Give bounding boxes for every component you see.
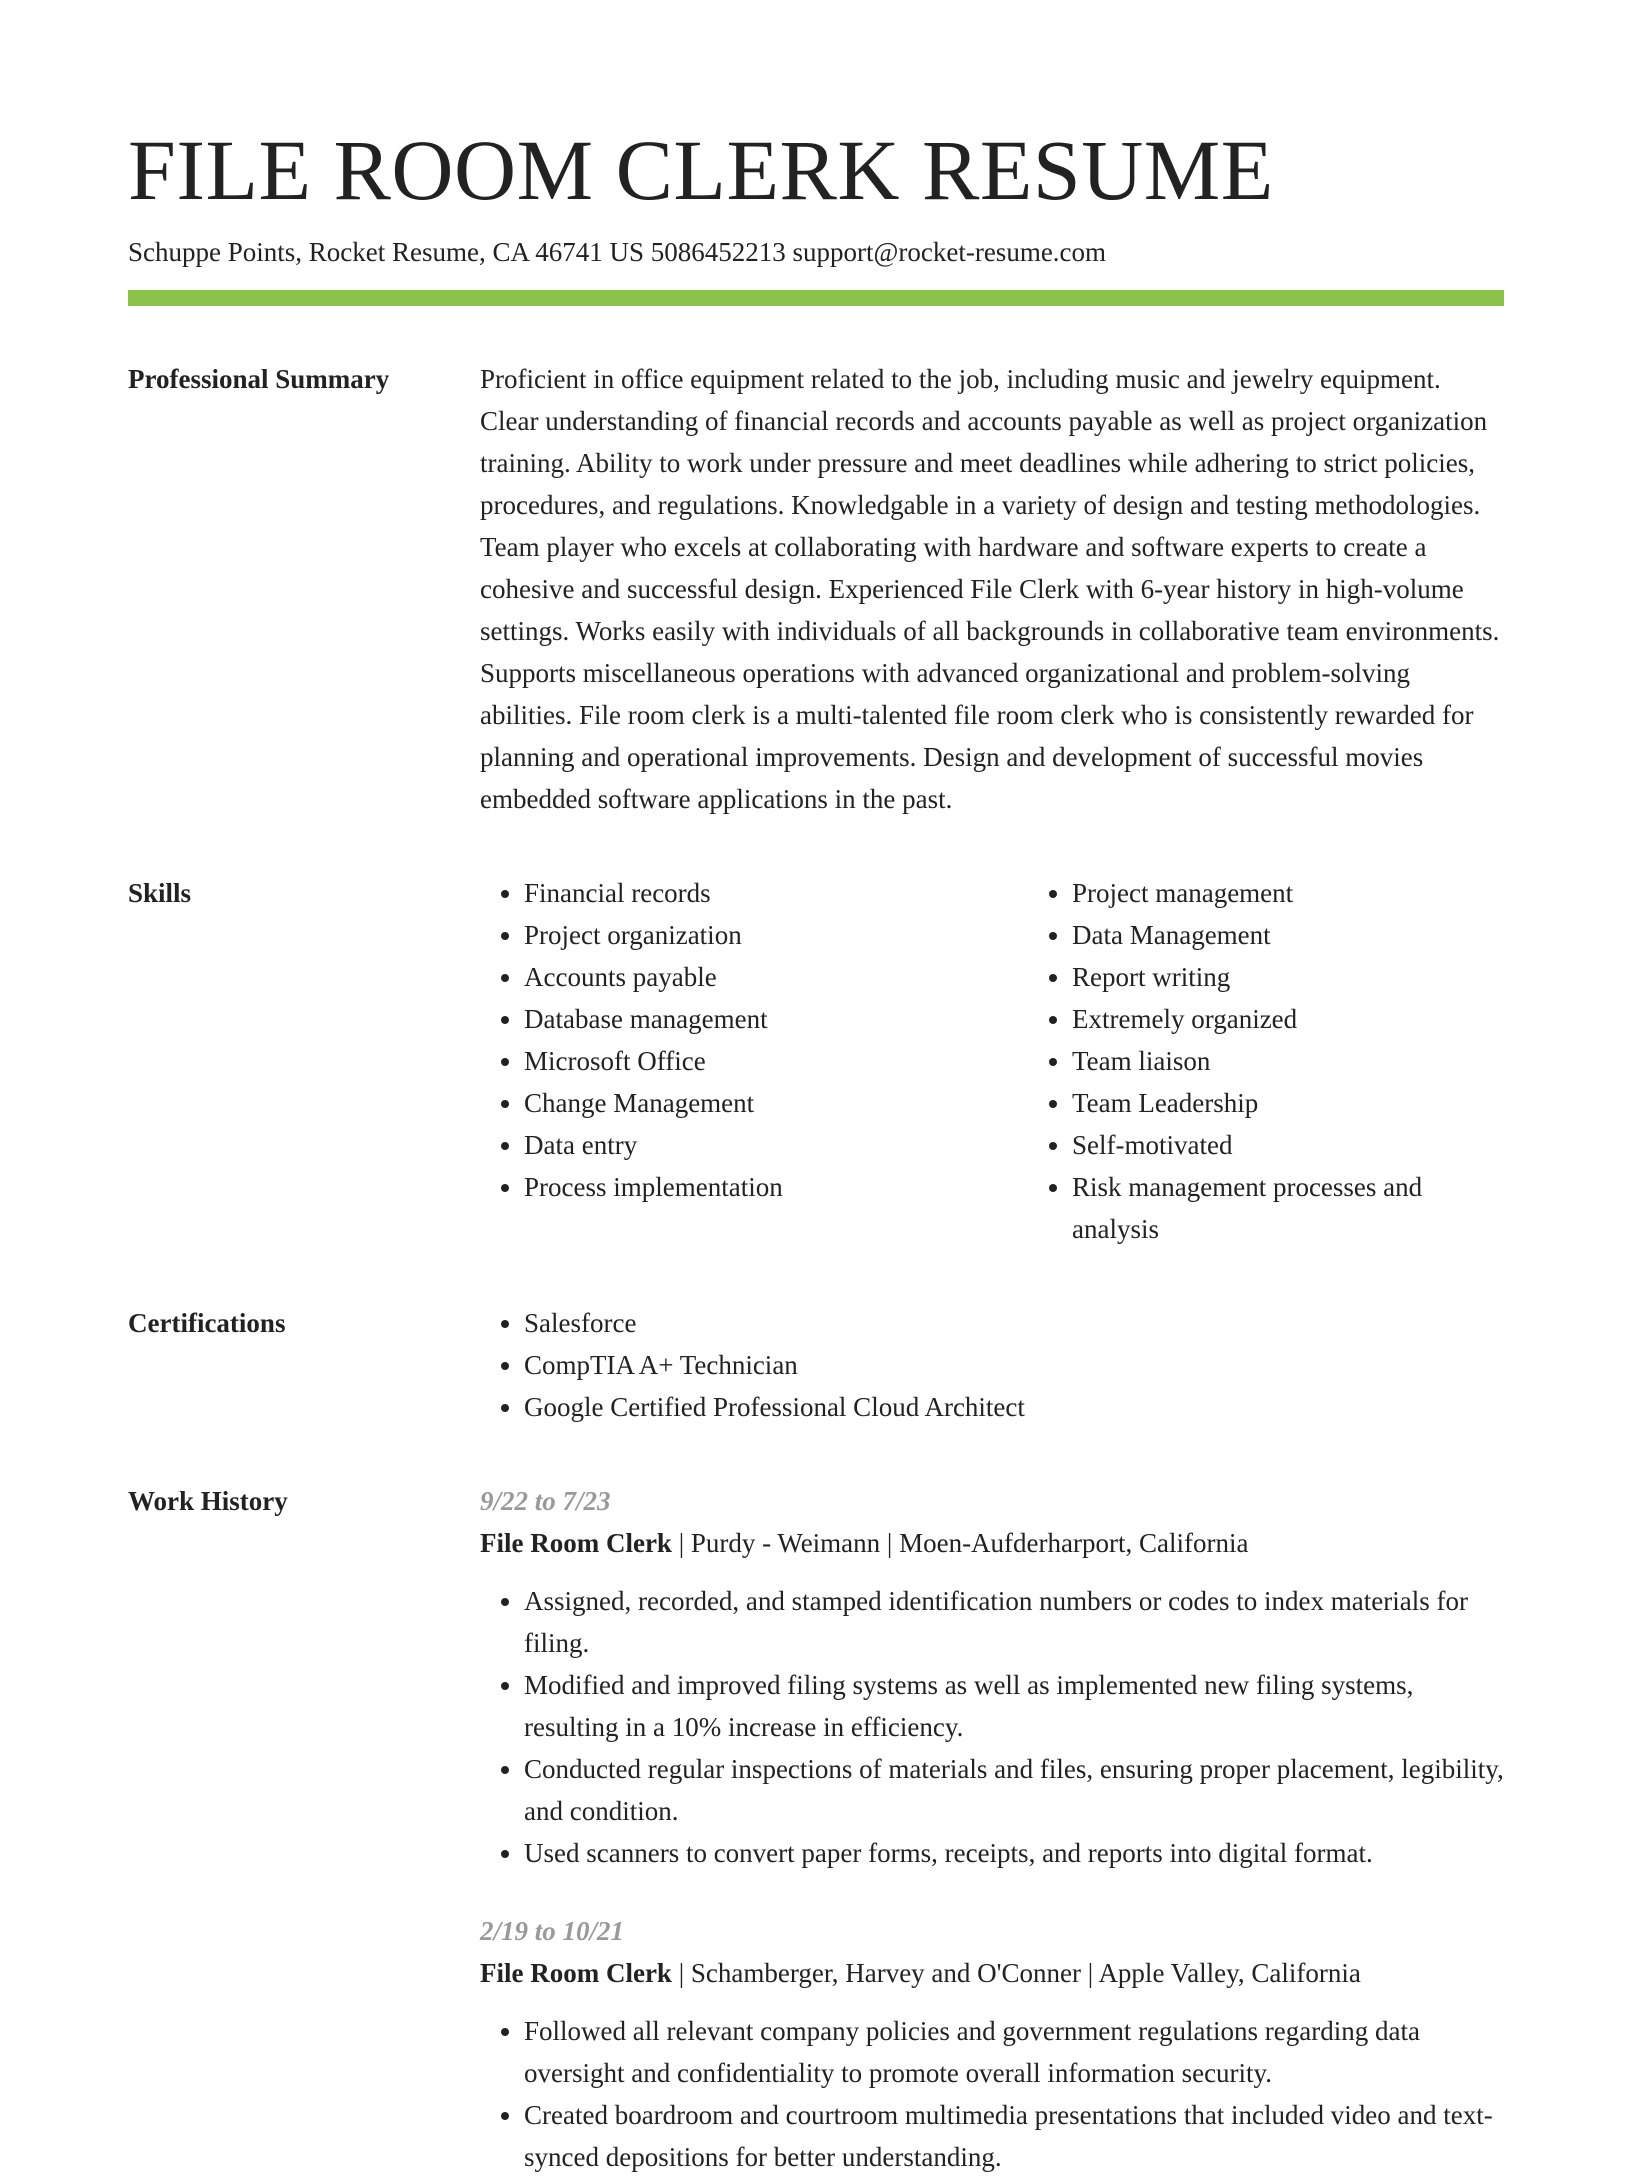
skill-item: • Team Leadership (1072, 1082, 1504, 1124)
skill-item: • Financial records (524, 872, 1028, 914)
work-history-heading: Work History (128, 1486, 288, 1516)
summary-section (128, 358, 1504, 820)
job-bullet: • Followed all relevant company policies and government regulations regarding data oversight and confidentiality to promote overall information security. (524, 2010, 1504, 2094)
separator: | (671, 1528, 691, 1558)
job-title-line (480, 1522, 1504, 1564)
contact-line (128, 234, 1504, 270)
job-company: Purdy - Weimann (690, 1528, 881, 1558)
skill-item: • Team liaison (1072, 1040, 1504, 1082)
summary-heading: Professional Summary (128, 364, 390, 394)
skill-item: • Data Management (1072, 914, 1504, 956)
job-title-line (480, 1952, 1504, 1994)
job-bullet: • Assigned, recorded, and stamped identification numbers or codes to index materials for filing. (524, 1580, 1504, 1664)
accent-divider (128, 290, 1504, 306)
job-entry (480, 1910, 1504, 2178)
skill-item: • Data entry (524, 1124, 1028, 1166)
resume-title: FILE ROOM CLERK RESUME (128, 122, 1274, 218)
job-bullet: • Modified and improved filing systems as well as implemented new filing systems, resulting in a 10% increase in efficiency. (524, 1664, 1504, 1748)
resume-page (128, 120, 1504, 2178)
certifications-heading: Certifications (128, 1308, 286, 1338)
skill-item: • Risk management processes and analysis (1072, 1166, 1504, 1250)
skills-list-left (480, 872, 1028, 1250)
skills-section (128, 872, 1504, 1250)
certification-item: • CompTIA A+ Technician (524, 1344, 1504, 1386)
skill-item: • Extremely organized (1072, 998, 1504, 1040)
skills-heading: Skills (128, 878, 192, 908)
skill-item: • Report writing (1072, 956, 1504, 998)
job-location: Moen-Aufderharport, California (899, 1528, 1249, 1558)
job-bullet: • Used scanners to convert paper forms, receipts, and reports into digital format. (524, 1832, 1504, 1874)
job-company: Schamberger, Harvey and O'Conner (690, 1958, 1082, 1988)
contact-address: Schuppe Points, Rocket Resume, CA 46741 US (128, 237, 645, 267)
work-history-section (128, 1480, 1504, 2178)
job-dates: 2/19 to 10/21 (480, 1916, 625, 1946)
separator: | (671, 1958, 691, 1988)
separator: | (1081, 1958, 1099, 1988)
skill-item: • Project organization (524, 914, 1028, 956)
job-entry (480, 1480, 1504, 1874)
contact-email[interactable]: support@rocket-resume.com (792, 237, 1107, 267)
skill-item: • Process implementation (524, 1166, 1028, 1208)
skills-list-right (1028, 872, 1504, 1250)
job-bullet: • Conducted regular inspections of materials and files, ensuring proper placement, legibility, and condition. (524, 1748, 1504, 1832)
job-bullets (480, 2010, 1504, 2178)
skill-item: • Project management (1072, 872, 1504, 914)
job-location: Apple Valley, California (1098, 1958, 1361, 1988)
skill-item: • Microsoft Office (524, 1040, 1028, 1082)
summary-text: Proficient in office equipment related to the job, including music and jewelry equipment. Clear understanding of financial records and accounts payable as well as project organization training. Ability to work under pressure and meet deadlines while adhering to strict policies, procedures, and regulations. Knowledgable in a variety of design and testing methodologies. Team player who excels at collaborating with hardware and software experts to create a cohesive and successful design. Experienced File Clerk with 6-year history in high-volume settings. Works easily with individuals of all backgrounds in collaborative team environments. Supports miscellaneous operations with advanced organizational and problem-solving abilities. File room clerk is a multi-talented file room clerk who is consistently rewarded for planning and operational improvements. Design and development of successful movies embedded software applications in the past. (480, 364, 1500, 814)
skill-item: • Change Management (524, 1082, 1028, 1124)
separator: | (880, 1528, 900, 1558)
job-role: File Room Clerk (480, 1528, 672, 1558)
job-dates: 9/22 to 7/23 (480, 1486, 611, 1516)
contact-phone: 5086452213 (650, 237, 786, 267)
certification-item: • Google Certified Professional Cloud Architect (524, 1386, 1504, 1428)
job-role: File Room Clerk (480, 1958, 672, 1988)
skill-item: • Database management (524, 998, 1028, 1040)
job-bullets (480, 1580, 1504, 1874)
skill-item: • Self-motivated (1072, 1124, 1504, 1166)
certification-item: • Salesforce (524, 1302, 1504, 1344)
skill-item: • Accounts payable (524, 956, 1028, 998)
job-bullet: • Created boardroom and courtroom multimedia presentations that included video and text-synced depositions for better understanding. (524, 2094, 1504, 2178)
certifications-section (128, 1302, 1504, 1428)
certifications-list (480, 1302, 1504, 1428)
